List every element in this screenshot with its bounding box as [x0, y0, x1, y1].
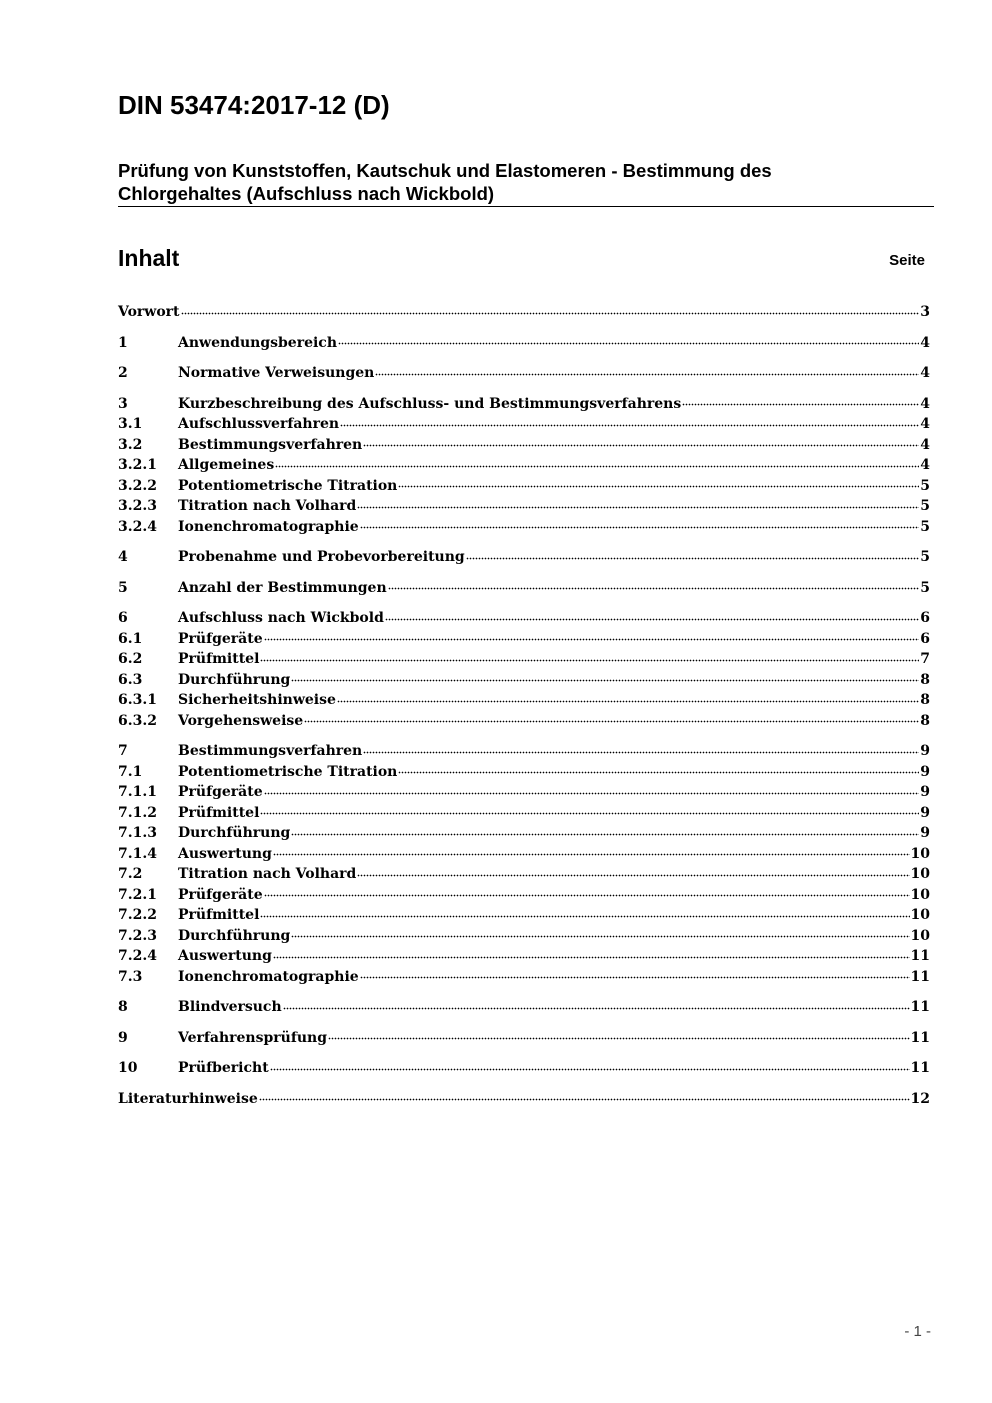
- toc-entry-number: 7.1.3: [118, 825, 157, 841]
- toc-entry-number: 10: [118, 1060, 138, 1076]
- dot-leader: [388, 580, 920, 594]
- toc-entry[interactable]: [118, 414, 930, 435]
- dot-leader: [259, 1091, 910, 1105]
- toc-entry-number: 6.1: [118, 630, 143, 647]
- toc-entry-number: 7.1.4: [118, 845, 157, 862]
- toc-entry-title[interactable]: Normative Verweisungen: [178, 365, 375, 381]
- toc-entry-page: 10: [910, 886, 930, 903]
- toc-entry-title[interactable]: Bestimmungsverfahren: [178, 743, 363, 759]
- toc-entry[interactable]: [118, 967, 930, 988]
- toc-entry-title[interactable]: Anzahl der Bestimmungen: [178, 579, 387, 596]
- toc-entry-page: 6: [920, 610, 930, 626]
- toc-entry-number: 8: [118, 999, 128, 1015]
- toc-entry[interactable]: [118, 905, 930, 926]
- toc-entry-page: 4: [920, 416, 930, 432]
- toc-entry[interactable]: [118, 629, 930, 650]
- dot-leader: [385, 610, 919, 624]
- toc-entry-number: 4: [118, 549, 128, 565]
- toc-entry-number: 9: [118, 1029, 128, 1046]
- dot-leader: [340, 416, 919, 430]
- toc-entry-title[interactable]: Potentiometrische Titration: [178, 763, 398, 780]
- toc-entry[interactable]: [118, 782, 930, 803]
- subtitle-line-1: Prüfung von Kunststoffen, Kautschuk und Elastomeren - Bestimmung des: [118, 160, 772, 181]
- toc-entry[interactable]: [118, 333, 930, 354]
- toc-entry-number: 7.2.2: [118, 907, 157, 923]
- toc-entry-title[interactable]: Sicherheitshinweise: [178, 692, 336, 708]
- toc-entry-title[interactable]: Prüfbericht: [178, 1060, 269, 1076]
- toc-entry-page: 5: [920, 518, 930, 535]
- toc-entry[interactable]: [118, 823, 930, 844]
- dot-leader: [337, 692, 919, 706]
- toc-entry-title[interactable]: Literaturhinweise: [118, 1090, 258, 1107]
- toc-entry-page: 11: [910, 948, 930, 964]
- toc-entry-title[interactable]: Kurzbeschreibung des Aufschluss- und Bestimmungsverfahrens: [178, 395, 682, 412]
- document-title: DIN 53474:2017-12 (D): [118, 90, 390, 120]
- toc-entry-number: 5: [118, 579, 128, 596]
- toc-entry-number: 3.2.1: [118, 457, 157, 473]
- toc-entry-title[interactable]: Auswertung: [178, 845, 272, 862]
- toc-entry-title[interactable]: Aufschlussverfahren: [178, 416, 340, 432]
- toc-entry-number: 7.2: [118, 866, 143, 882]
- dot-leader: [260, 805, 919, 819]
- dot-leader: [291, 672, 919, 686]
- toc-entry-page: 9: [920, 825, 930, 841]
- dot-leader: [270, 1060, 910, 1074]
- toc-entry[interactable]: [118, 946, 930, 967]
- dot-leader: [291, 825, 919, 839]
- toc-entry-page: 5: [920, 477, 930, 494]
- toc-entry-number: 7.2.1: [118, 886, 157, 903]
- toc-entry-number: 6: [118, 610, 128, 626]
- dot-leader: [357, 866, 909, 880]
- toc-entry-page: 4: [920, 334, 930, 351]
- toc-entry-number: 3: [118, 395, 128, 412]
- toc-entry-title[interactable]: Bestimmungsverfahren: [178, 436, 363, 453]
- dot-leader: [375, 365, 919, 379]
- toc-heading: Inhalt: [118, 245, 180, 271]
- document-subtitle: [118, 159, 878, 205]
- dot-leader: [291, 928, 909, 942]
- toc-entry-number: 7.3: [118, 968, 143, 985]
- toc-entry-page: 9: [920, 804, 930, 821]
- toc-entry-title[interactable]: Prüfmittel: [178, 651, 260, 667]
- toc-entry[interactable]: [118, 394, 930, 415]
- dot-leader: [264, 784, 920, 798]
- dot-leader: [398, 478, 919, 492]
- toc-entry-page: 8: [920, 671, 930, 688]
- toc-entry-page: 8: [920, 692, 930, 708]
- toc-entry[interactable]: [118, 885, 930, 906]
- toc-entry-number: 6.3.1: [118, 692, 157, 708]
- toc-entry-number: 6.3: [118, 671, 143, 688]
- toc-entry-number: 7.1.1: [118, 784, 157, 800]
- toc-entry-page: 10: [910, 927, 930, 944]
- toc-entry[interactable]: [118, 844, 930, 865]
- toc-entry-title[interactable]: Prüfmittel: [178, 907, 260, 923]
- toc-entry-page: 6: [920, 630, 930, 647]
- toc-entry-number: 1: [118, 334, 128, 351]
- toc-entry-page: 11: [910, 1060, 930, 1076]
- toc-entry-title[interactable]: Titration nach Volhard: [178, 498, 357, 514]
- toc-entry-title[interactable]: Durchführung: [178, 927, 291, 944]
- toc-entry[interactable]: [118, 1028, 930, 1049]
- dot-leader: [466, 549, 920, 563]
- toc-entry-number: 3.2: [118, 436, 143, 453]
- page-number: - 1 -: [904, 1323, 931, 1340]
- toc-entry-number: 7.2.4: [118, 948, 157, 964]
- dot-leader: [273, 846, 910, 860]
- dot-leader: [275, 457, 919, 471]
- dot-leader: [260, 651, 919, 665]
- toc-entry-number: 6.2: [118, 651, 143, 667]
- toc-entry-page: 9: [920, 784, 930, 800]
- toc-entry-page: 4: [920, 457, 930, 473]
- toc-entry-page: 11: [910, 968, 930, 985]
- toc-entry-number: 3.2.3: [118, 498, 157, 514]
- dot-leader: [682, 396, 919, 410]
- toc-entry-page: 9: [920, 763, 930, 780]
- dot-leader: [264, 631, 920, 645]
- dot-leader: [304, 713, 919, 727]
- toc-entry-page: 12: [910, 1090, 930, 1107]
- dot-leader: [181, 304, 920, 318]
- toc-entry-page: 11: [910, 1029, 930, 1046]
- table-of-contents: [118, 302, 930, 1109]
- toc-entry-number: 7: [118, 743, 128, 759]
- toc-entry-page: 3: [920, 304, 930, 320]
- toc-entry-title[interactable]: Prüfgeräte: [178, 886, 263, 903]
- toc-entry[interactable]: [118, 803, 930, 824]
- toc-entry[interactable]: [118, 547, 930, 568]
- toc-entry-title[interactable]: Ionenchromatographie: [178, 518, 359, 535]
- dot-leader: [260, 907, 909, 921]
- toc-entry-page: 7: [920, 651, 930, 667]
- toc-entry-title[interactable]: Ionenchromatographie: [178, 968, 359, 985]
- toc-entry-page: 9: [920, 743, 930, 759]
- toc-entry-title[interactable]: Vorwort: [118, 304, 180, 320]
- toc-entry-number: 3.2.4: [118, 518, 157, 535]
- toc-entry[interactable]: [118, 496, 930, 517]
- toc-entry-title[interactable]: Allgemeines: [178, 457, 275, 473]
- toc-entry-page: 10: [910, 907, 930, 923]
- toc-entry[interactable]: [118, 741, 930, 762]
- toc-page-column-label: Seite: [889, 252, 925, 269]
- toc-entry-number: 2: [118, 365, 128, 381]
- toc-entry[interactable]: [118, 1058, 930, 1079]
- toc-entry-title[interactable]: Prüfmittel: [178, 804, 260, 821]
- dot-leader: [264, 887, 910, 901]
- toc-entry-title[interactable]: Verfahrensprüfung: [178, 1029, 327, 1046]
- toc-entry-page: 10: [910, 866, 930, 882]
- toc-entry-title[interactable]: Aufschluss nach Wickbold: [178, 610, 384, 626]
- dot-leader: [398, 764, 919, 778]
- dot-leader: [360, 519, 920, 533]
- toc-entry-title[interactable]: Durchführung: [178, 825, 291, 841]
- toc-entry-page: 10: [910, 845, 930, 862]
- subtitle-line-2: Chlorgehaltes (Aufschluss nach Wickbold): [118, 183, 495, 204]
- dot-leader: [363, 743, 919, 757]
- dot-leader: [363, 437, 919, 451]
- toc-entry-title[interactable]: Prüfgeräte: [178, 630, 263, 647]
- toc-entry[interactable]: [118, 517, 930, 538]
- toc-entry-title[interactable]: Durchführung: [178, 671, 291, 688]
- toc-entry[interactable]: [118, 455, 930, 476]
- toc-entry[interactable]: [118, 1089, 930, 1110]
- toc-entry[interactable]: [118, 926, 930, 947]
- toc-entry-number: 7.1: [118, 763, 143, 780]
- toc-entry[interactable]: [118, 363, 930, 384]
- toc-entry-page: 5: [920, 579, 930, 596]
- toc-entry-title[interactable]: Potentiometrische Titration: [178, 477, 398, 494]
- dot-leader: [338, 335, 919, 349]
- toc-entry-title[interactable]: Titration nach Volhard: [178, 866, 357, 882]
- toc-entry-page: 4: [920, 395, 930, 412]
- toc-entry-page: 5: [920, 549, 930, 565]
- toc-entry-number: 3.1: [118, 416, 143, 432]
- toc-entry-title[interactable]: Vorgehensweise: [178, 712, 304, 729]
- dot-leader: [360, 969, 910, 983]
- toc-entry-number: 7.2.3: [118, 927, 157, 944]
- toc-entry[interactable]: [118, 711, 930, 732]
- toc-entry-title[interactable]: Probenahme und Probevorbereitung: [178, 549, 465, 565]
- toc-entry-page: 8: [920, 712, 930, 729]
- toc-entry[interactable]: [118, 762, 930, 783]
- toc-entry-title[interactable]: Blindversuch: [178, 999, 282, 1015]
- dot-leader: [328, 1030, 910, 1044]
- dot-leader: [273, 948, 910, 962]
- toc-entry-page: 4: [920, 365, 930, 381]
- toc-entry[interactable]: [118, 690, 930, 711]
- toc-entry-title[interactable]: Anwendungsbereich: [178, 334, 337, 351]
- toc-entry-title[interactable]: Prüfgeräte: [178, 784, 263, 800]
- toc-entry[interactable]: [118, 302, 930, 323]
- dot-leader: [283, 999, 910, 1013]
- toc-entry-page: 4: [920, 436, 930, 453]
- toc-entry-title[interactable]: Auswertung: [178, 948, 272, 964]
- toc-entry[interactable]: [118, 608, 930, 629]
- toc-entry-page: 11: [910, 999, 930, 1015]
- toc-entry[interactable]: [118, 864, 930, 885]
- dot-leader: [357, 498, 919, 512]
- title-divider: [118, 206, 934, 207]
- toc-entry-number: 3.2.2: [118, 477, 157, 494]
- toc-entry[interactable]: [118, 476, 930, 497]
- toc-entry[interactable]: [118, 435, 930, 456]
- toc-entry[interactable]: [118, 997, 930, 1018]
- toc-entry[interactable]: [118, 649, 930, 670]
- toc-entry[interactable]: [118, 670, 930, 691]
- toc-entry[interactable]: [118, 578, 930, 599]
- toc-entry-number: 7.1.2: [118, 804, 157, 821]
- toc-entry-number: 6.3.2: [118, 712, 157, 729]
- toc-entry-page: 5: [920, 498, 930, 514]
